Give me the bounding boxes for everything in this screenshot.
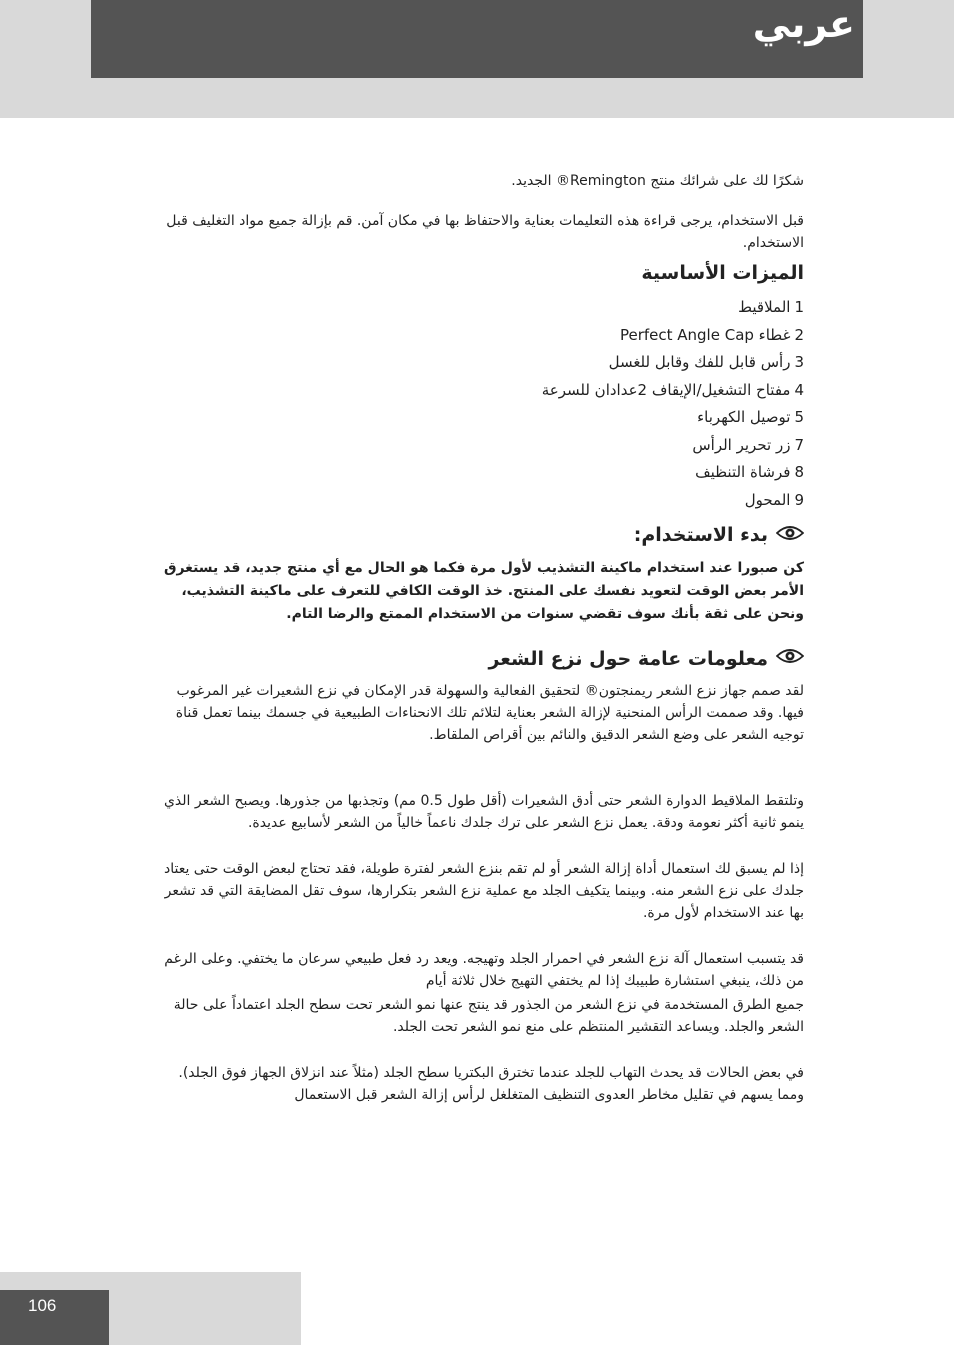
info-paragraph: وتلتقط الملاقيط الدوارة الشعر حتى أدق الشعيرات (أقل طول 0.5 مم) وتجذبها من جذورها. ويصبح الشعر الذي ينمو ثانية أكثر نعومة ودقة. يعمل نزع الشعر على ترك جلدك ناعماً خالياً من الشعر لأسابيع عديدة. [163,793,804,831]
feature-number: 7 [794,435,804,454]
instructions-text: قبل الاستخدام، يرجى قراءة هذه التعليمات بعناية والاحتفاظ بها في مكان آمن. قم بإزالة جميع مواد التغليف قبل الاستخدام. [166,213,804,251]
features-heading [160,258,804,288]
feature-label: الملاقيط [738,298,791,316]
feature-label: زر تحرير الرأس [692,435,791,454]
feature-number: 8 [794,463,804,481]
getting-started-title: بدء الاستخدام: [633,524,768,546]
feature-item [160,377,804,405]
feature-label: مفتاح التشغيل/الإيقاف 2عدادان للسرعة [541,380,791,399]
feature-item [160,432,804,460]
general-info-heading [160,644,804,675]
feature-number: 3 [794,353,804,371]
feature-item [160,487,804,515]
feature-label: فرشاة التنظيف [695,463,791,481]
info-paragraph: جميع الطرق المستخدمة في نزع الشعر من الجذور قد ينتج عنها نمو الشعر تحت سطح الجلد اعتماداً على حالة الشعر والجلد. ويساعد التقشير المنتظم على منع نمو الشعر تحت الجلد. [173,997,804,1035]
features-list [160,294,804,514]
general-info-title: معلومات عامة حول نزع الشعر [488,647,768,670]
info-paragraph: في بعض الحالات قد يحدث التهاب للجلد عندما تخترق البكتريا سطح الجلد (مثلاً عند انزلاق الجهاز فوق الجلد). ومما يسهم في تقليل مخاطر العدوى التنظيف المتغلغل لرأس إزالة الشعر قبل الاستعمال [178,1065,804,1103]
thanks-text: شكرًا لك على شرائك منتج Remington® الجديد. [511,173,804,189]
info-paragraph: قد يتسبب استعمال آلة نزع الشعر في احمرار الجلد وتهيجه. ويعد رد فعل طبيعي سرعان ما يختفي. وعلى الرغم من ذلك، ينبغي استشارة طبيبك إذا لم يختفي التهيج خلال ثلاثة أيام [164,951,804,989]
language-title: عربي [752,2,855,46]
feature-item [160,349,804,377]
feature-label: المحول [744,490,791,509]
feature-item [160,459,804,487]
getting-started-heading [160,520,804,551]
feature-item [160,404,804,432]
feature-number: 2 [794,325,804,344]
feature-number: 1 [794,298,804,316]
feature-number: 9 [794,490,804,509]
feature-label: غطاء Perfect Angle Cap [619,325,791,344]
page-number: 106 [28,1296,57,1315]
feature-number: 4 [794,380,804,399]
info-paragraph: لقد صمم جهاز نزع الشعر ريمنجتون® لتحقيق الفعالية والسهولة قدر الإمكان في نزع الشعيرات غير المرغوب فيها. وقد صممت الرأس المنحنية لإزالة الشعر بعناية لتلائم تلك الانحناءات الطبيعية في جسمك بينما تعمل قناة توجيه الشعر على وضع الشعر الدقيق والنائم بين أقراص الملقاط. [175,683,804,743]
eye-icon [776,521,804,551]
features-title: الميزات الأساسية [641,262,804,284]
getting-started-text: كن صبورا عند استخدام ماكينة التشذيب لأول مرة فكما هو الحال مع أي منتج جديد، قد يستغرق الأمر بعض الوقت لتعويد نفسك على المنتج. خذ الوقت الكافي للتعرف على ماكينة التشذيب، ونحن على ثقة بأنك سوف تقضي سنوات من الاستخدام الممتع والرضا التام. [163,559,804,622]
feature-item [160,322,804,350]
feature-label: رأس قابل للفك وقابل للغسل [608,353,791,371]
language-header [91,0,863,78]
feature-item [160,294,804,322]
page-number-box [0,1290,109,1345]
feature-number: 5 [794,408,804,426]
eye-icon [776,644,804,674]
manual-content [160,170,804,1126]
feature-label: توصيل الكهرباء [697,408,791,426]
info-paragraph: إذا لم يسبق لك استعمال أداة إزالة الشعر أو لم تقم بنزع الشعر لفترة طويلة، فقد تحتاج لبعض الوقت حتى يعتاد جلدك على نزع الشعر منه. وبينما يتكيف الجلد مع عملية نزع الشعر بتكرارها، سوف تقل المضايقة التي قد تشعر بها عند الاستخدام لأول مرة. [163,861,804,921]
